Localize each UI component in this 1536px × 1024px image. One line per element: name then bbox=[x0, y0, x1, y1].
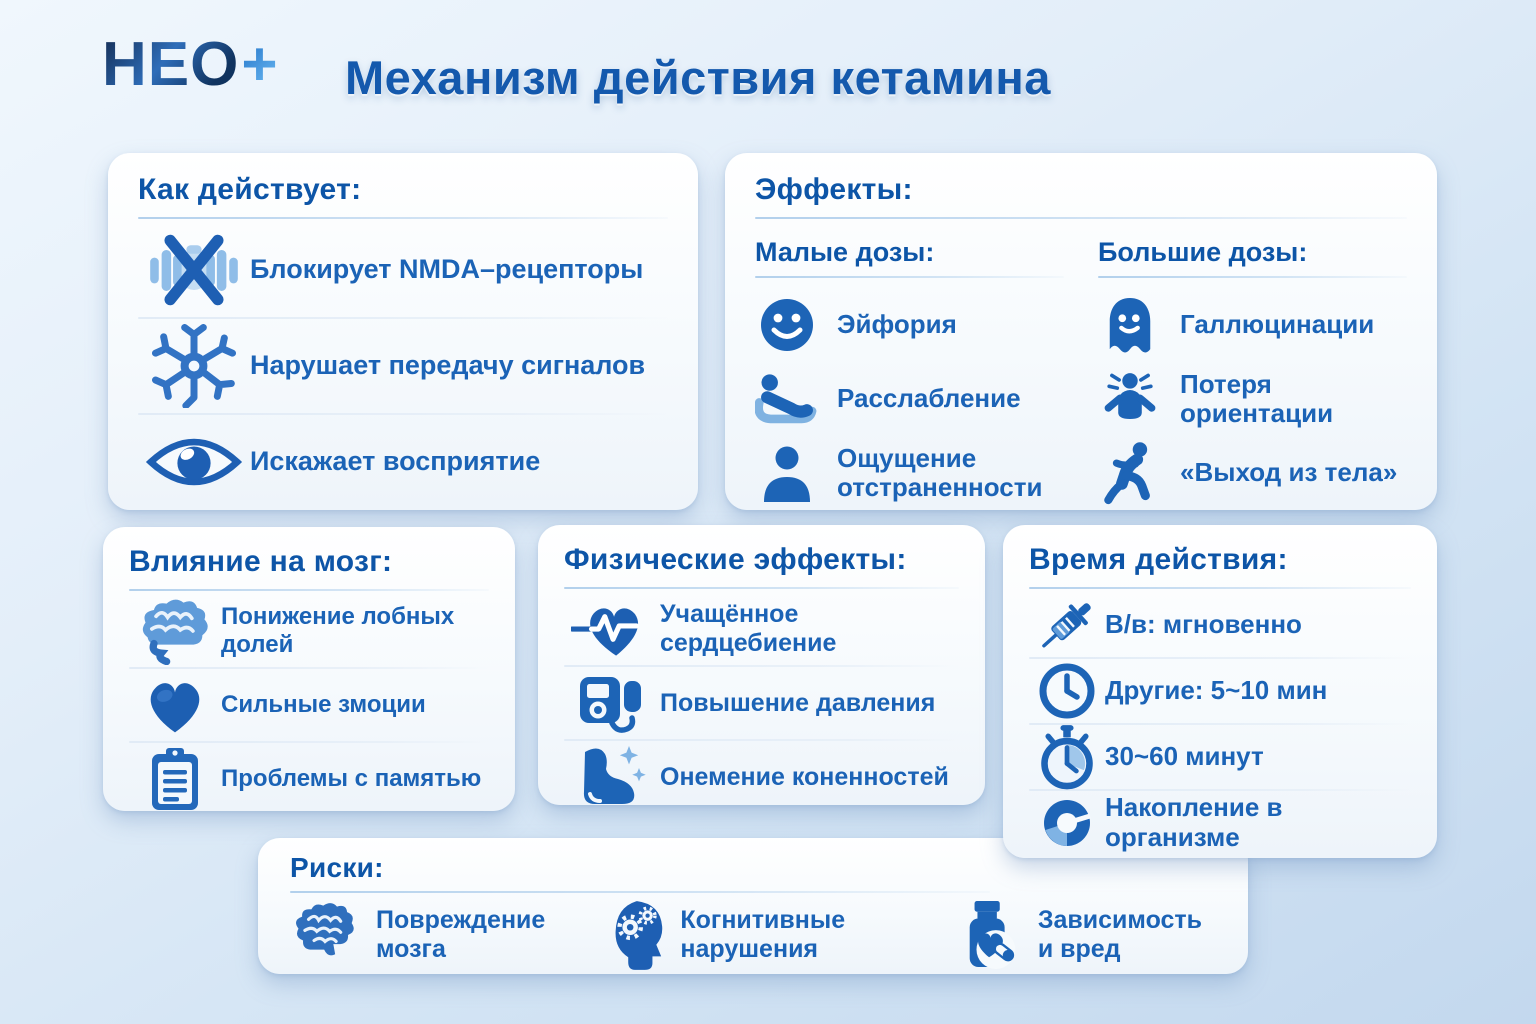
person-bust-icon bbox=[755, 444, 819, 502]
divider bbox=[138, 217, 668, 219]
clipboard-icon bbox=[129, 746, 221, 812]
heartbeat-icon bbox=[564, 596, 660, 662]
item-label: Потеря ориентации bbox=[1180, 368, 1334, 428]
item-label: «Выход из тела» bbox=[1180, 457, 1398, 488]
divider bbox=[1098, 276, 1407, 278]
list-item bbox=[564, 593, 959, 665]
nmda-blocked-icon bbox=[138, 230, 250, 310]
card-how-it-works bbox=[108, 153, 698, 510]
item-label: Эйфория bbox=[837, 309, 957, 340]
list-item bbox=[564, 741, 959, 813]
large-doses-column bbox=[1098, 237, 1407, 514]
card-physical-effects bbox=[538, 525, 985, 805]
item-label: Повреждение мозга bbox=[376, 906, 546, 963]
list-item bbox=[1098, 366, 1407, 432]
card-title: Время действия: bbox=[1029, 543, 1288, 576]
item-label: Накопление в организме bbox=[1105, 792, 1283, 852]
clock-icon bbox=[1029, 662, 1105, 720]
ghost-icon bbox=[1098, 295, 1162, 355]
donut-chart-icon bbox=[1029, 794, 1105, 852]
smiley-icon bbox=[755, 297, 819, 353]
list-item bbox=[755, 440, 1064, 506]
item-label: 30~60 минут bbox=[1105, 741, 1264, 772]
brain-icon bbox=[129, 597, 221, 665]
divider bbox=[755, 276, 1064, 278]
page-title: Механизм действия кетамина bbox=[345, 51, 1051, 104]
item-label: Учащённое сердцебиение bbox=[660, 600, 837, 657]
card-title: Физические эффекты: bbox=[564, 543, 907, 576]
heart-icon bbox=[129, 673, 221, 737]
item-label: Зависимость и вред bbox=[1037, 906, 1203, 963]
item-label: Блокирует NMDA–рецепторы bbox=[250, 254, 644, 285]
list-item bbox=[604, 899, 901, 971]
stopwatch-icon bbox=[1029, 724, 1105, 790]
eye-icon bbox=[138, 431, 250, 493]
list-item bbox=[129, 743, 489, 815]
divider bbox=[1029, 587, 1411, 589]
list-item bbox=[960, 899, 1216, 971]
numb-foot-icon bbox=[564, 744, 660, 810]
neuron-icon bbox=[138, 324, 250, 408]
list-item bbox=[138, 415, 668, 509]
item-label: Искажает восприятие bbox=[250, 446, 541, 477]
item-label: Расслабление bbox=[837, 383, 1021, 414]
logo bbox=[102, 30, 279, 99]
list-item bbox=[1029, 659, 1411, 723]
relaxing-person-icon bbox=[755, 370, 819, 428]
list-item bbox=[138, 223, 668, 317]
column-title: Малые дозы: bbox=[755, 237, 935, 267]
blood-pressure-icon bbox=[564, 669, 660, 737]
list-item bbox=[564, 667, 959, 739]
card-title: Влияние на мозг: bbox=[129, 545, 393, 578]
item-label: Когнитивные нарушения bbox=[680, 906, 846, 963]
item-label: Онемение коненностей bbox=[660, 762, 949, 791]
disoriented-person-icon bbox=[1098, 370, 1162, 428]
card-effects bbox=[725, 153, 1437, 510]
card-title: Риски: bbox=[290, 852, 384, 883]
list-item bbox=[290, 902, 546, 968]
logo-plus-icon: + bbox=[241, 30, 279, 99]
item-label: Галлюцинации bbox=[1180, 309, 1375, 340]
out-of-body-icon bbox=[1098, 441, 1162, 505]
list-item bbox=[138, 319, 668, 413]
list-item bbox=[1029, 725, 1411, 789]
head-gears-icon bbox=[604, 899, 666, 971]
divider bbox=[129, 589, 489, 591]
card-brain-influence bbox=[103, 527, 515, 811]
item-label: Сильные змоции bbox=[221, 691, 426, 719]
card-risks bbox=[258, 838, 1248, 974]
item-label: Проблемы с памятью bbox=[221, 765, 482, 793]
brain-damage-icon bbox=[290, 902, 362, 968]
small-doses-column bbox=[755, 237, 1064, 514]
logo-text: НЕО bbox=[102, 30, 240, 99]
item-label: Повышение давления bbox=[660, 688, 936, 717]
item-label: Нарушает передачу сигналов bbox=[250, 350, 646, 381]
item-label: В/в: мгновенно bbox=[1105, 609, 1302, 640]
item-label: Понижение лобных долей bbox=[221, 603, 455, 658]
card-title: Эффекты: bbox=[755, 173, 913, 206]
list-item bbox=[1029, 593, 1411, 657]
list-item bbox=[1098, 292, 1407, 358]
card-timing bbox=[1003, 525, 1437, 858]
item-label: Ощущение отстраненности bbox=[837, 442, 1043, 502]
divider bbox=[755, 217, 1407, 219]
list-item bbox=[755, 366, 1064, 432]
list-item bbox=[129, 595, 489, 667]
divider bbox=[290, 891, 990, 893]
list-item bbox=[129, 669, 489, 741]
item-label: Другие: 5~10 мин bbox=[1105, 675, 1328, 706]
column-title: Большие дозы: bbox=[1098, 237, 1308, 267]
divider bbox=[564, 587, 959, 589]
list-item bbox=[755, 292, 1064, 358]
list-item bbox=[1029, 791, 1411, 855]
syringe-icon bbox=[1029, 593, 1105, 657]
pill-bottle-icon bbox=[960, 899, 1024, 971]
list-item bbox=[1098, 440, 1407, 506]
card-title: Как действует: bbox=[138, 173, 362, 206]
